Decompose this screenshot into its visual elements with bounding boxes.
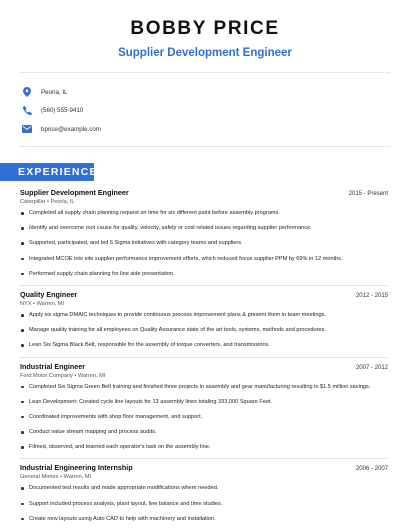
candidate-title: Supplier Development Engineer [118,47,292,59]
list-item: Filmed, observed, and learned each operator's task on the assembly line. [20,443,388,451]
job-title: Supplier Development Engineer [20,188,129,197]
job-divider [20,285,388,286]
list-item: Completed Six Sigma Green Belt training and finished three projects in assembly and gear manufacturing resulting in $1.5 million savings. [20,383,388,391]
location-pin-icon [22,87,32,97]
job-company: General Motors • Warren, MI [20,474,92,481]
contact-phone [22,102,410,120]
list-item: Performed supply chain planning for line side presentation. [20,270,388,278]
job-divider [20,357,388,358]
email-icon [22,124,32,134]
job-title: Industrial Engineer [20,361,86,371]
job-bullets [20,484,388,522]
job-company: NYX • Warren, MI [20,300,65,307]
job-bullets [20,383,388,452]
list-item: Documented test results and made appropriate modifications where needed. [20,484,388,492]
job-company: Caterpillar • Peoria, IL [20,199,75,205]
list-item: Apply six sigma DMAIC techniques to provide continuous process improvement plans & present them in team meetings. [20,311,388,319]
job-entry [20,290,388,349]
experience-list [0,181,410,523]
contact-info [0,73,410,146]
list-item: Create new layouts using Auto CAD to help with machinery and installation. [20,515,388,523]
job-bullets [20,311,388,349]
list-item: Integrated MCOE into site supplier performance improvement efforts, which reduced focus supplier PPM by 69% in 12 months. [20,255,388,263]
list-item: Lean Six Sigma Black Belt, responsible for the assembly of torque converters, and transmissions. [20,341,388,349]
list-item: Conduct value stream mapping and process audits. [20,428,388,436]
list-item: Lean Development: Created cycle line layouts for 13 assembly lines totaling 333,000 Square Feet. [20,398,388,406]
job-divider [20,458,388,459]
resume-header [0,0,410,60]
job-title: Quality Engineer [20,289,78,299]
list-item: Supported, participated, and led 6 Sigma initiatives with category teams and suppliers. [20,239,388,247]
phone-icon [22,106,32,116]
job-dates: 2015 - Present [348,191,388,197]
job-entry [20,188,388,278]
job-dates: 2006 - 2007 [355,466,388,473]
list-item: Identify and overcome root cause for quality, velocity, safety or cost related issues regarding supplier performance. [20,224,388,232]
list-item: Support included process analysis, plant layout, line balance and time studies. [20,500,388,508]
list-item: Completed all supply chain planning request on time for six different paint before assembly programs. [20,209,388,217]
candidate-name: BOBBY PRICE [130,18,280,39]
location-text: Peoria, IL [41,88,68,96]
job-title: Industrial Engineering Internship [20,463,133,473]
list-item: Coordinated improvements with shop floor management, and support. [20,413,388,421]
job-entry [20,362,388,452]
experience-heading: EXPERIENCE [0,163,94,181]
job-dates: 2007 - 2012 [355,364,388,371]
email-text[interactable]: bprice@example.com [41,125,101,133]
contact-email [22,120,410,138]
job-bullets [20,209,388,278]
job-dates: 2012 - 2015 [355,292,388,299]
contact-divider [20,146,390,147]
job-company: Ford Motor Company • Warren, MI [20,372,106,379]
list-item: Manage quality training for all employees on Quality Assurance state of the art tools, systems, methods and procedures. [20,326,388,334]
job-entry [20,463,388,522]
phone-text: (560) 555-9410 [41,107,84,114]
contact-location [22,83,410,101]
